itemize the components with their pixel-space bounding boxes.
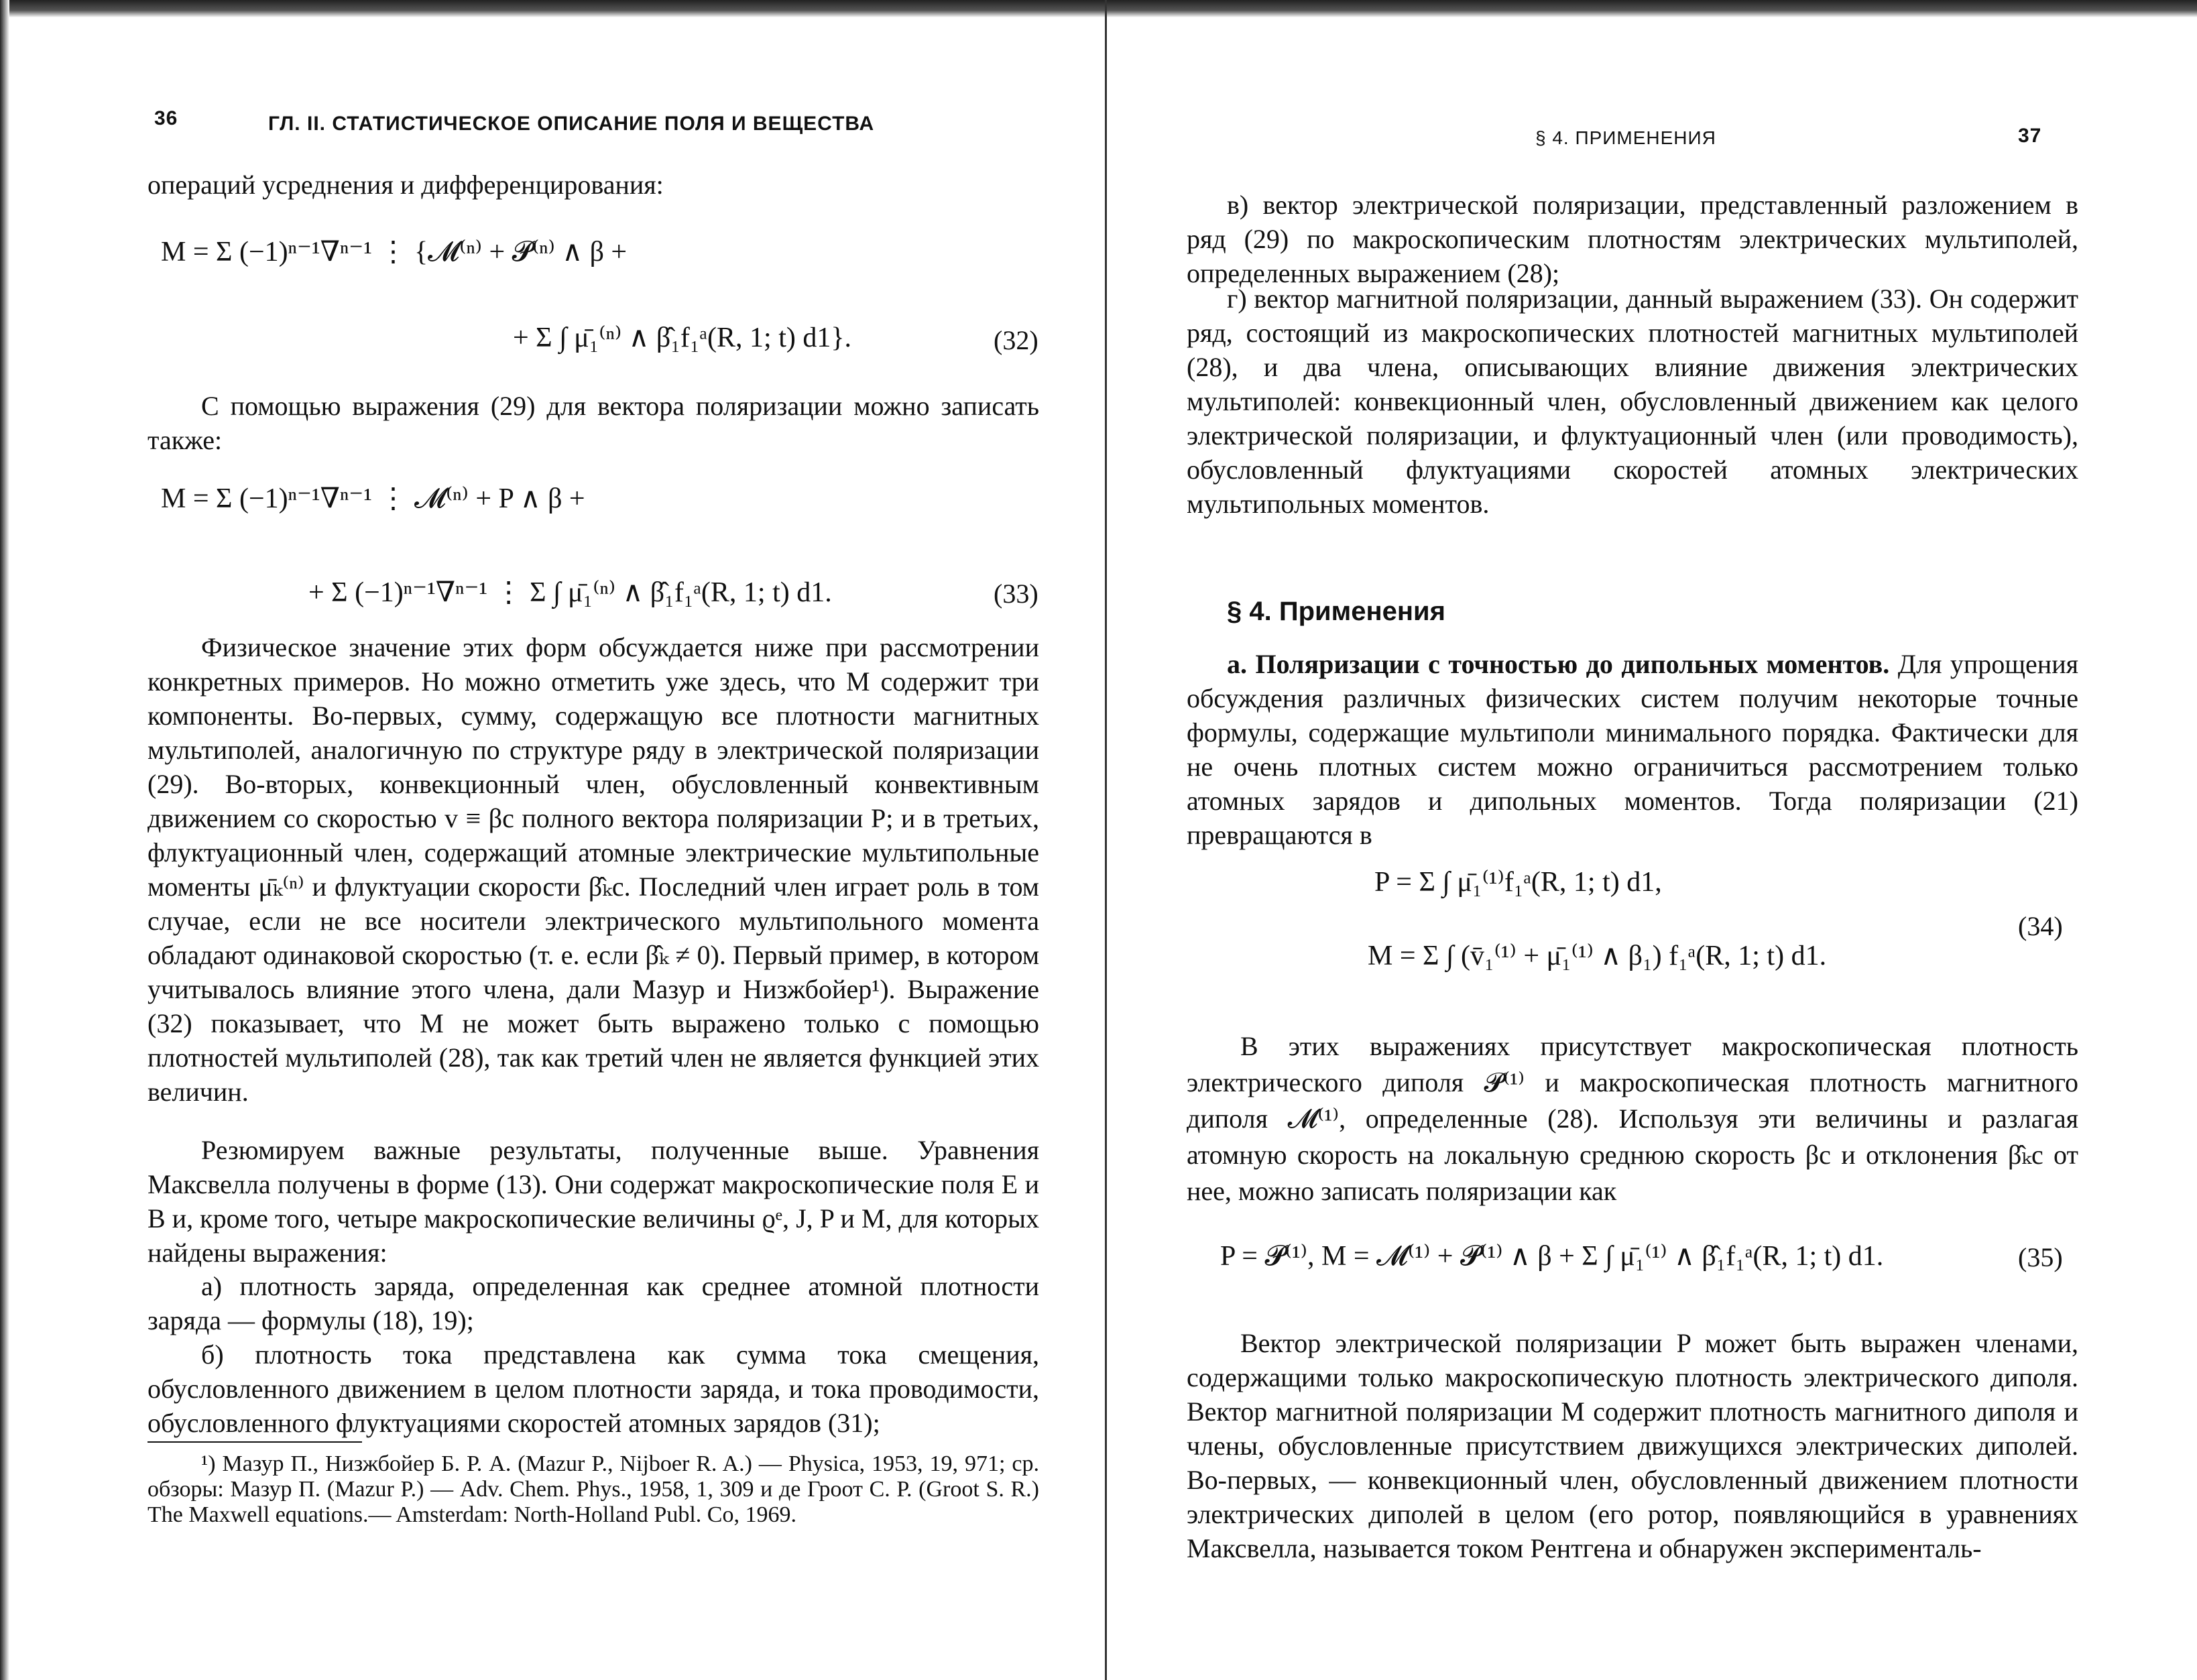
page-gutter xyxy=(1105,0,1107,1680)
section-title: § 4. Применения xyxy=(1227,597,1445,626)
eq34-number: (34) xyxy=(2018,911,2063,941)
eq33-line1: M = Σ (−1)ⁿ⁻¹∇ⁿ⁻¹ ⋮ 𝓜⁽ⁿ⁾ + P ∧ β + xyxy=(161,483,585,514)
item-g: г) вектор магнитной поляризации, данный выражением (33). Он содержит ряд, состоящий из макроскопических плотностей магнитных мультиполей (28), и два члена, описывающих влияние движения электрических мультиполей: конвекционный член, обусловленный движением как целого электрической поляризации, и флуктуационный член (или проводимость), обусловленный флуктуациями скоростей атомных электрических мультипольных моментов. xyxy=(1187,284,2078,519)
footnote-rule xyxy=(147,1441,362,1443)
right-running-title: § 4. ПРИМЕНЕНИЯ xyxy=(1535,127,1716,148)
left-running-head xyxy=(147,107,1039,134)
eq32-line2: + Σ ∫ μ̄₁⁽ⁿ⁾ ∧ β̂₁f₁ᵃ(R, 1; t) d1}. xyxy=(513,322,852,353)
left-page-number: 36 xyxy=(154,107,178,129)
eq32-line1: M = Σ (−1)ⁿ⁻¹∇ⁿ⁻¹ ⋮ {𝓜⁽ⁿ⁾ + 𝓟⁽ⁿ⁾ ∧ β + xyxy=(161,237,628,267)
para-physical-meaning: Физическое значение этих форм обсуждается ниже при рассмотрении конкретных примеров. Но можно отметить уже здесь, что M содержит три компоненты. Во-первых, сумму, содержащую все плотности магнитных мультиполей, аналогичную по структуре ряду в электрической поляризации (29). Во-вторых, конвекционный член, обусловленный конвективным движением со скоростью v ≡ βc полного вектора поляризации P; и в третьих, флуктуационный член, содержащий атомные электрические мультипольные моменты μ̄ₖ⁽ⁿ⁾ и флуктуации скорости β̂ₖc. Последний член играет роль в том случае, если не все носители электрического мультипольного момента обладают одинаковой скоростью (т. е. если β̂ₖ ≠ 0). Первый пример, в котором учитывалось влияние этого члена, дали Мазур и Низжбойер¹). Выражение (32) показывает, что M не может быть выражено только с помощью плотностей мультиполей (28), так как третий член не является функцией этих величин. xyxy=(147,632,1039,1107)
subsection-paragraph xyxy=(1187,647,2078,852)
eq35-number: (35) xyxy=(2018,1242,2063,1272)
right-page-number: 37 xyxy=(2018,125,2042,147)
eq34-line1: P = Σ ∫ μ̄₁⁽¹⁾f₁ᵃ(R, 1; t) d1, xyxy=(1374,867,1662,898)
eq33-line2: + Σ (−1)ⁿ⁻¹∇ⁿ⁻¹ ⋮ Σ ∫ μ̄₁⁽ⁿ⁾ ∧ β̂₁f₁ᵃ(R, 1; t) d1. xyxy=(308,577,832,608)
eq35: P = 𝓟⁽¹⁾, M = 𝓜⁽¹⁾ + 𝓟⁽¹⁾ ∧ β + Σ ∫ μ̄₁⁽¹⁾ ∧ β̂₁f₁ᵃ(R, 1; t) d1. xyxy=(1220,1241,1884,1272)
para-these-expressions: В этих выражениях присутствует макроскопическая плотность электрического диполя 𝓟⁽¹⁾ и макроскопическая плотность магнитного диполя 𝓜⁽¹⁾, определенные (28). Используя эти величины и разлагая атомную скорость на локальную среднюю скорость βc и отклонения β̂ₖc от нее, можно записать поляризации как xyxy=(1187,1031,2078,1206)
item-b: б) плотность тока представлена как сумма тока смещения, обусловленного движением в целом плотности заряда, и тока проводимости, обусловленного флуктуациями скоростей атомных зарядов (31); xyxy=(147,1339,1039,1438)
scan-shadow-top xyxy=(0,0,2197,17)
left-running-title: ГЛ. II. СТАТИСТИЧЕСКОЕ ОПИСАНИЕ ПОЛЯ И ВЕЩЕСТВА xyxy=(268,113,875,135)
para-expression-29: С помощью выражения (29) для вектора поляризации можно записать также: xyxy=(147,391,1039,455)
item-a: а) плотность заряда, определенная как среднее атомной плотности заряда — формулы (18), 19); xyxy=(147,1271,1039,1335)
subsection-text: Для упрощения обсуждения различных физических систем получим некоторые точные формулы, содержащие мультиполи минимального порядка. Фактически для не очень плотных систем можно ограничиться рассмотрением только атомных зарядов и дипольных моментов. Тогда поляризации (21) превращаются в xyxy=(1187,649,2078,850)
eq34-line2: M = Σ ∫ (v̄₁⁽¹⁾ + μ̄₁⁽¹⁾ ∧ β₁) f₁ᵃ(R, 1; t) d1. xyxy=(1368,941,1827,971)
intro-line: операций усреднения и дифференцирования: xyxy=(147,170,664,200)
subsection-title: а. Поляризации с точностью до дипольных моментов. xyxy=(1227,649,1890,679)
right-running-head xyxy=(1187,107,2078,148)
scan-shadow-left xyxy=(0,0,9,1680)
footnote: ¹) Мазур П., Низжбойер Б. Р. А. (Mazur P., Nijboer R. A.) — Physica, 1953, 19, 971; ср. обзоры: Мазур П. (Mazur P.) — Adv. Chem. Phys., 1958, 1, 309 и де Гроот С. Р. (Groot S. R.) The Maxwell equations.— Amsterdam: North-Holland Publ. Co, 1969. xyxy=(147,1451,1039,1527)
eq32-number: (32) xyxy=(994,325,1038,355)
para-vector: Вектор электрической поляризации P может быть выражен членами, содержащими только макроскопическую плотность электрического диполя. Вектор магнитной поляризации M содержит плотность магнитного диполя и члены, обусловленные присутствием движущихся электрических диполей. Во-первых, — конвекционный член, обусловленный движением плотности электрических диполей в целом (его ротор, появляющийся в уравнениях Максвелла, называется током Рентгена и обнаружен эксперименталь- xyxy=(1187,1328,2078,1563)
eq33-number: (33) xyxy=(994,579,1038,609)
item-v: в) вектор электрической поляризации, представленный разложением в ряд (29) по макроскопическим плотностям электрических мультиполей, определенных выражением (28); xyxy=(1187,190,2078,288)
para-summary: Резюмируем важные результаты, полученные выше. Уравнения Максвелла получены в форме (13). Они содержат макроскопические поля E и B и, кроме того, четыре макроскопические величины ϱᵉ, J, P и M, для которых найдены выражения: xyxy=(147,1135,1039,1268)
